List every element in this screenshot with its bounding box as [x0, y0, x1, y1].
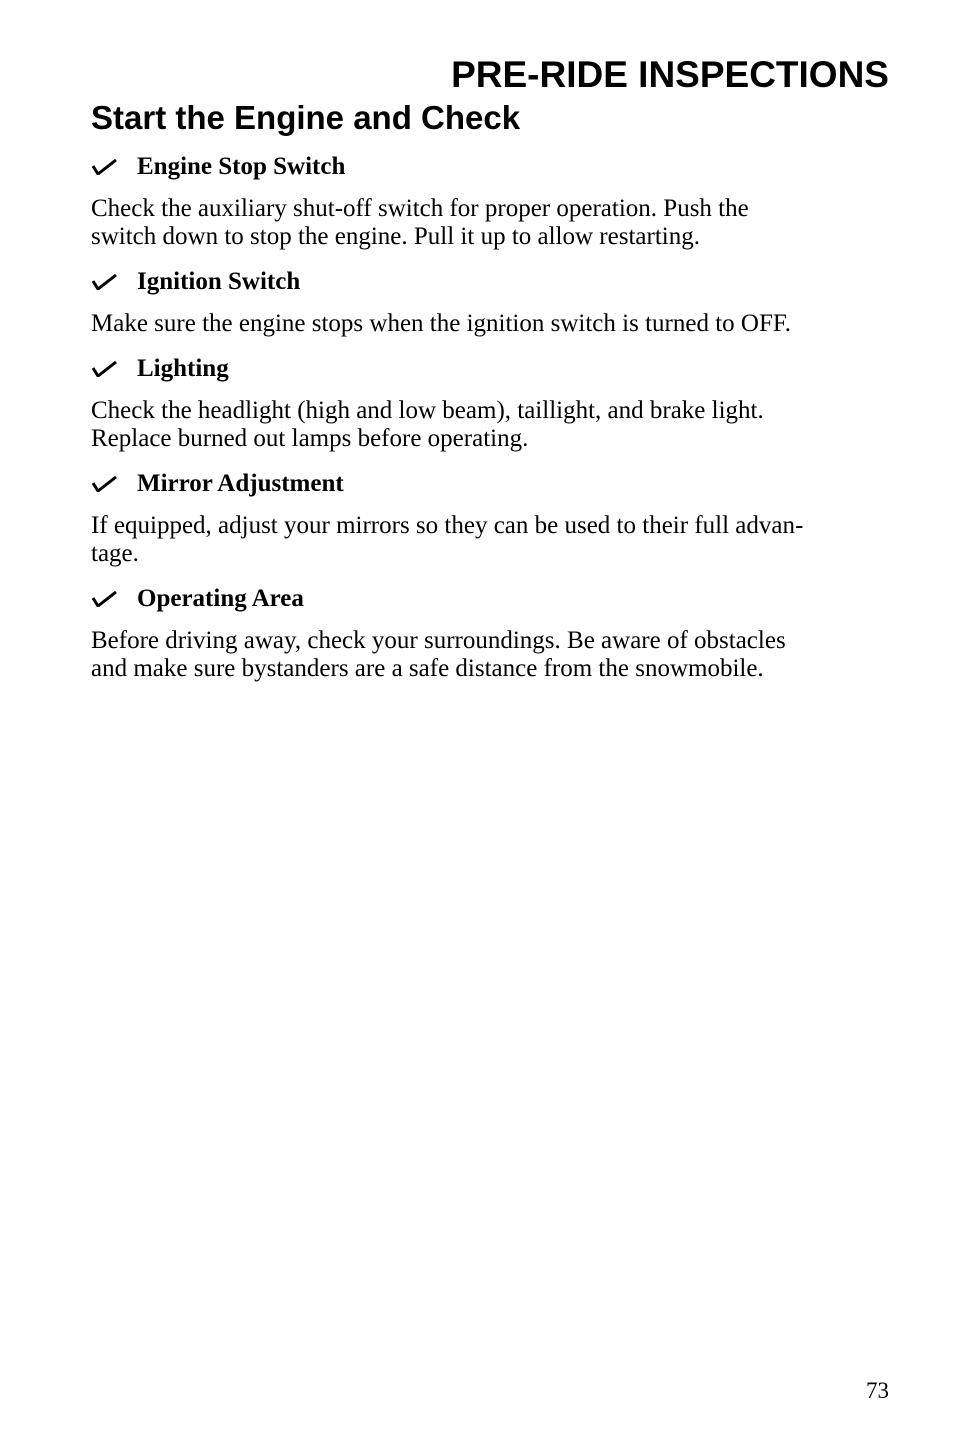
- checklist-item-text: Check the auxiliary shut-off switch for proper operation. Push the switch down to stop the engine. Pull it up to allow restarting.: [91, 195, 749, 250]
- checklist-item: [91, 349, 891, 453]
- checklist-item-label: Lighting: [137, 355, 229, 382]
- check-mark-icon: [92, 476, 117, 492]
- check-mark-icon: [92, 361, 117, 377]
- checklist-item: [91, 147, 891, 251]
- checklist-item: [91, 262, 891, 338]
- page-number: 73: [866, 1378, 889, 1403]
- check-mark-icon: [92, 159, 117, 175]
- checklist-item: [91, 464, 891, 568]
- checklist-item-heading: [91, 147, 891, 187]
- section-title: Start the Engine and Check: [91, 99, 521, 136]
- checklist-item-heading: [91, 464, 891, 504]
- checklist-item-text: Make sure the engine stops when the ignition switch is turned to OFF.: [91, 310, 791, 337]
- checklist-item-label: Mirror Adjustment: [137, 470, 344, 497]
- page-header: PRE-RIDE INSPECTIONS: [451, 54, 889, 95]
- checklist-item-label: Ignition Switch: [137, 268, 301, 295]
- checklist-item-heading: [91, 349, 891, 389]
- checklist-item-label: Engine Stop Switch: [137, 153, 346, 180]
- checklist-item: [91, 579, 891, 683]
- check-mark-icon: [92, 591, 117, 607]
- checklist-item-text: Check the headlight (high and low beam), taillight, and brake light. Replace burned out lamps before operating.: [91, 397, 764, 452]
- checklist: [91, 147, 891, 694]
- checklist-item-text: If equipped, adjust your mirrors so they can be used to their full advan- tage.: [91, 512, 804, 567]
- checklist-item-heading: [91, 579, 891, 619]
- checklist-item-label: Operating Area: [137, 585, 304, 612]
- checklist-item-heading: [91, 262, 891, 302]
- check-mark-icon: [92, 274, 117, 290]
- checklist-item-text: Before driving away, check your surroundings. Be aware of obstacles and make sure bystanders are a safe distance from the snowmobile.: [91, 627, 786, 682]
